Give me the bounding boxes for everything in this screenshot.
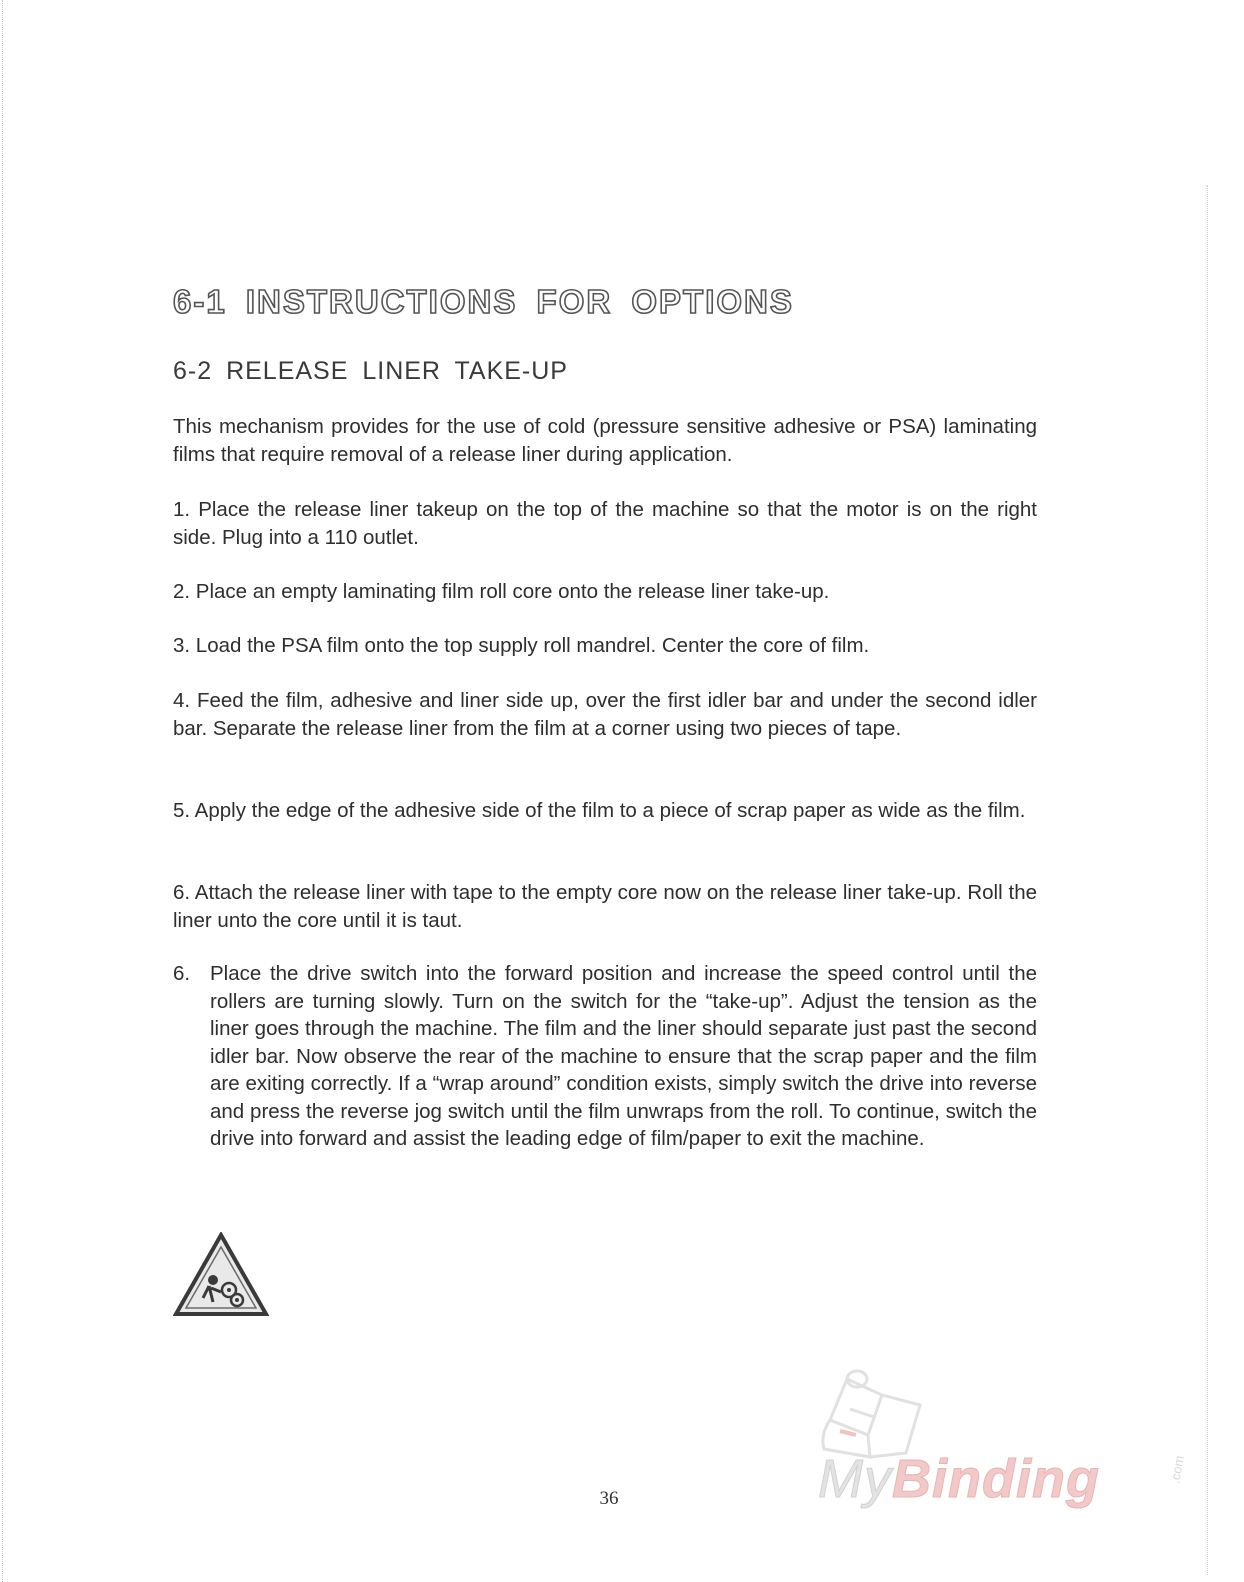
step-6-final: [173, 960, 1037, 1153]
logo-my: My: [818, 1449, 892, 1509]
step-number: 6.: [173, 962, 191, 985]
page-number: 36: [599, 1488, 619, 1509]
scan-edge-right: [1207, 185, 1208, 1575]
step-1: 1. Place the release liner takeup on the top of the machine so that the motor is on the right side. Plug into a 110 outlet.: [173, 498, 1037, 549]
step-2: 2. Place an empty laminating film roll core onto the release liner take-up.: [173, 580, 830, 603]
step-5: 5. Apply the edge of the adhesive side of the film to a piece of scrap paper as wide as the film.: [173, 799, 1026, 822]
subsection-heading: 6-2 RELEASE LINER TAKE-UP: [173, 357, 568, 385]
logo-binding: Binding: [891, 1449, 1100, 1509]
step-6-final-text: Place the drive switch into the forward position and increase the speed control until the rollers are turning slowly. Turn on the switch for the “take-up”. Adjust the tension as the liner goes through the machine. The film and the liner should separate just past the second idler bar. Now observe the rear of the machine to ensure that the scrap paper and the film are exiting correctly. If a “wrap around” condition exists, simply switch the drive into reverse and press the reverse jog switch until the film unwraps from the roll. To continue, switch the drive into forward and assist the leading edge of film/paper to exit the machine.: [210, 962, 1037, 1150]
section-heading: 6-1 INSTRUCTIONS FOR OPTIONS: [173, 283, 794, 320]
entanglement-warning-icon: [173, 1232, 269, 1318]
logo-com: .com: [1167, 1454, 1187, 1485]
scan-edge-left: [2, 0, 3, 1582]
step-4: 4. Feed the film, adhesive and liner side up, over the first idler bar and under the second idler bar. Separate the release liner from the film at a corner using two pieces of tape.: [173, 689, 1037, 740]
step-3: 3. Load the PSA film onto the top supply roll mandrel. Center the core of film.: [173, 634, 870, 657]
watermark-logo: [818, 1448, 1100, 1510]
intro-paragraph: This mechanism provides for the use of cold (pressure sensitive adhesive or PSA) laminating films that require removal of a release liner during application.: [173, 415, 1037, 466]
step-6: 6. Attach the release liner with tape to the empty core now on the release liner take-up. Roll the liner unto the core until it is taut.: [173, 881, 1037, 932]
